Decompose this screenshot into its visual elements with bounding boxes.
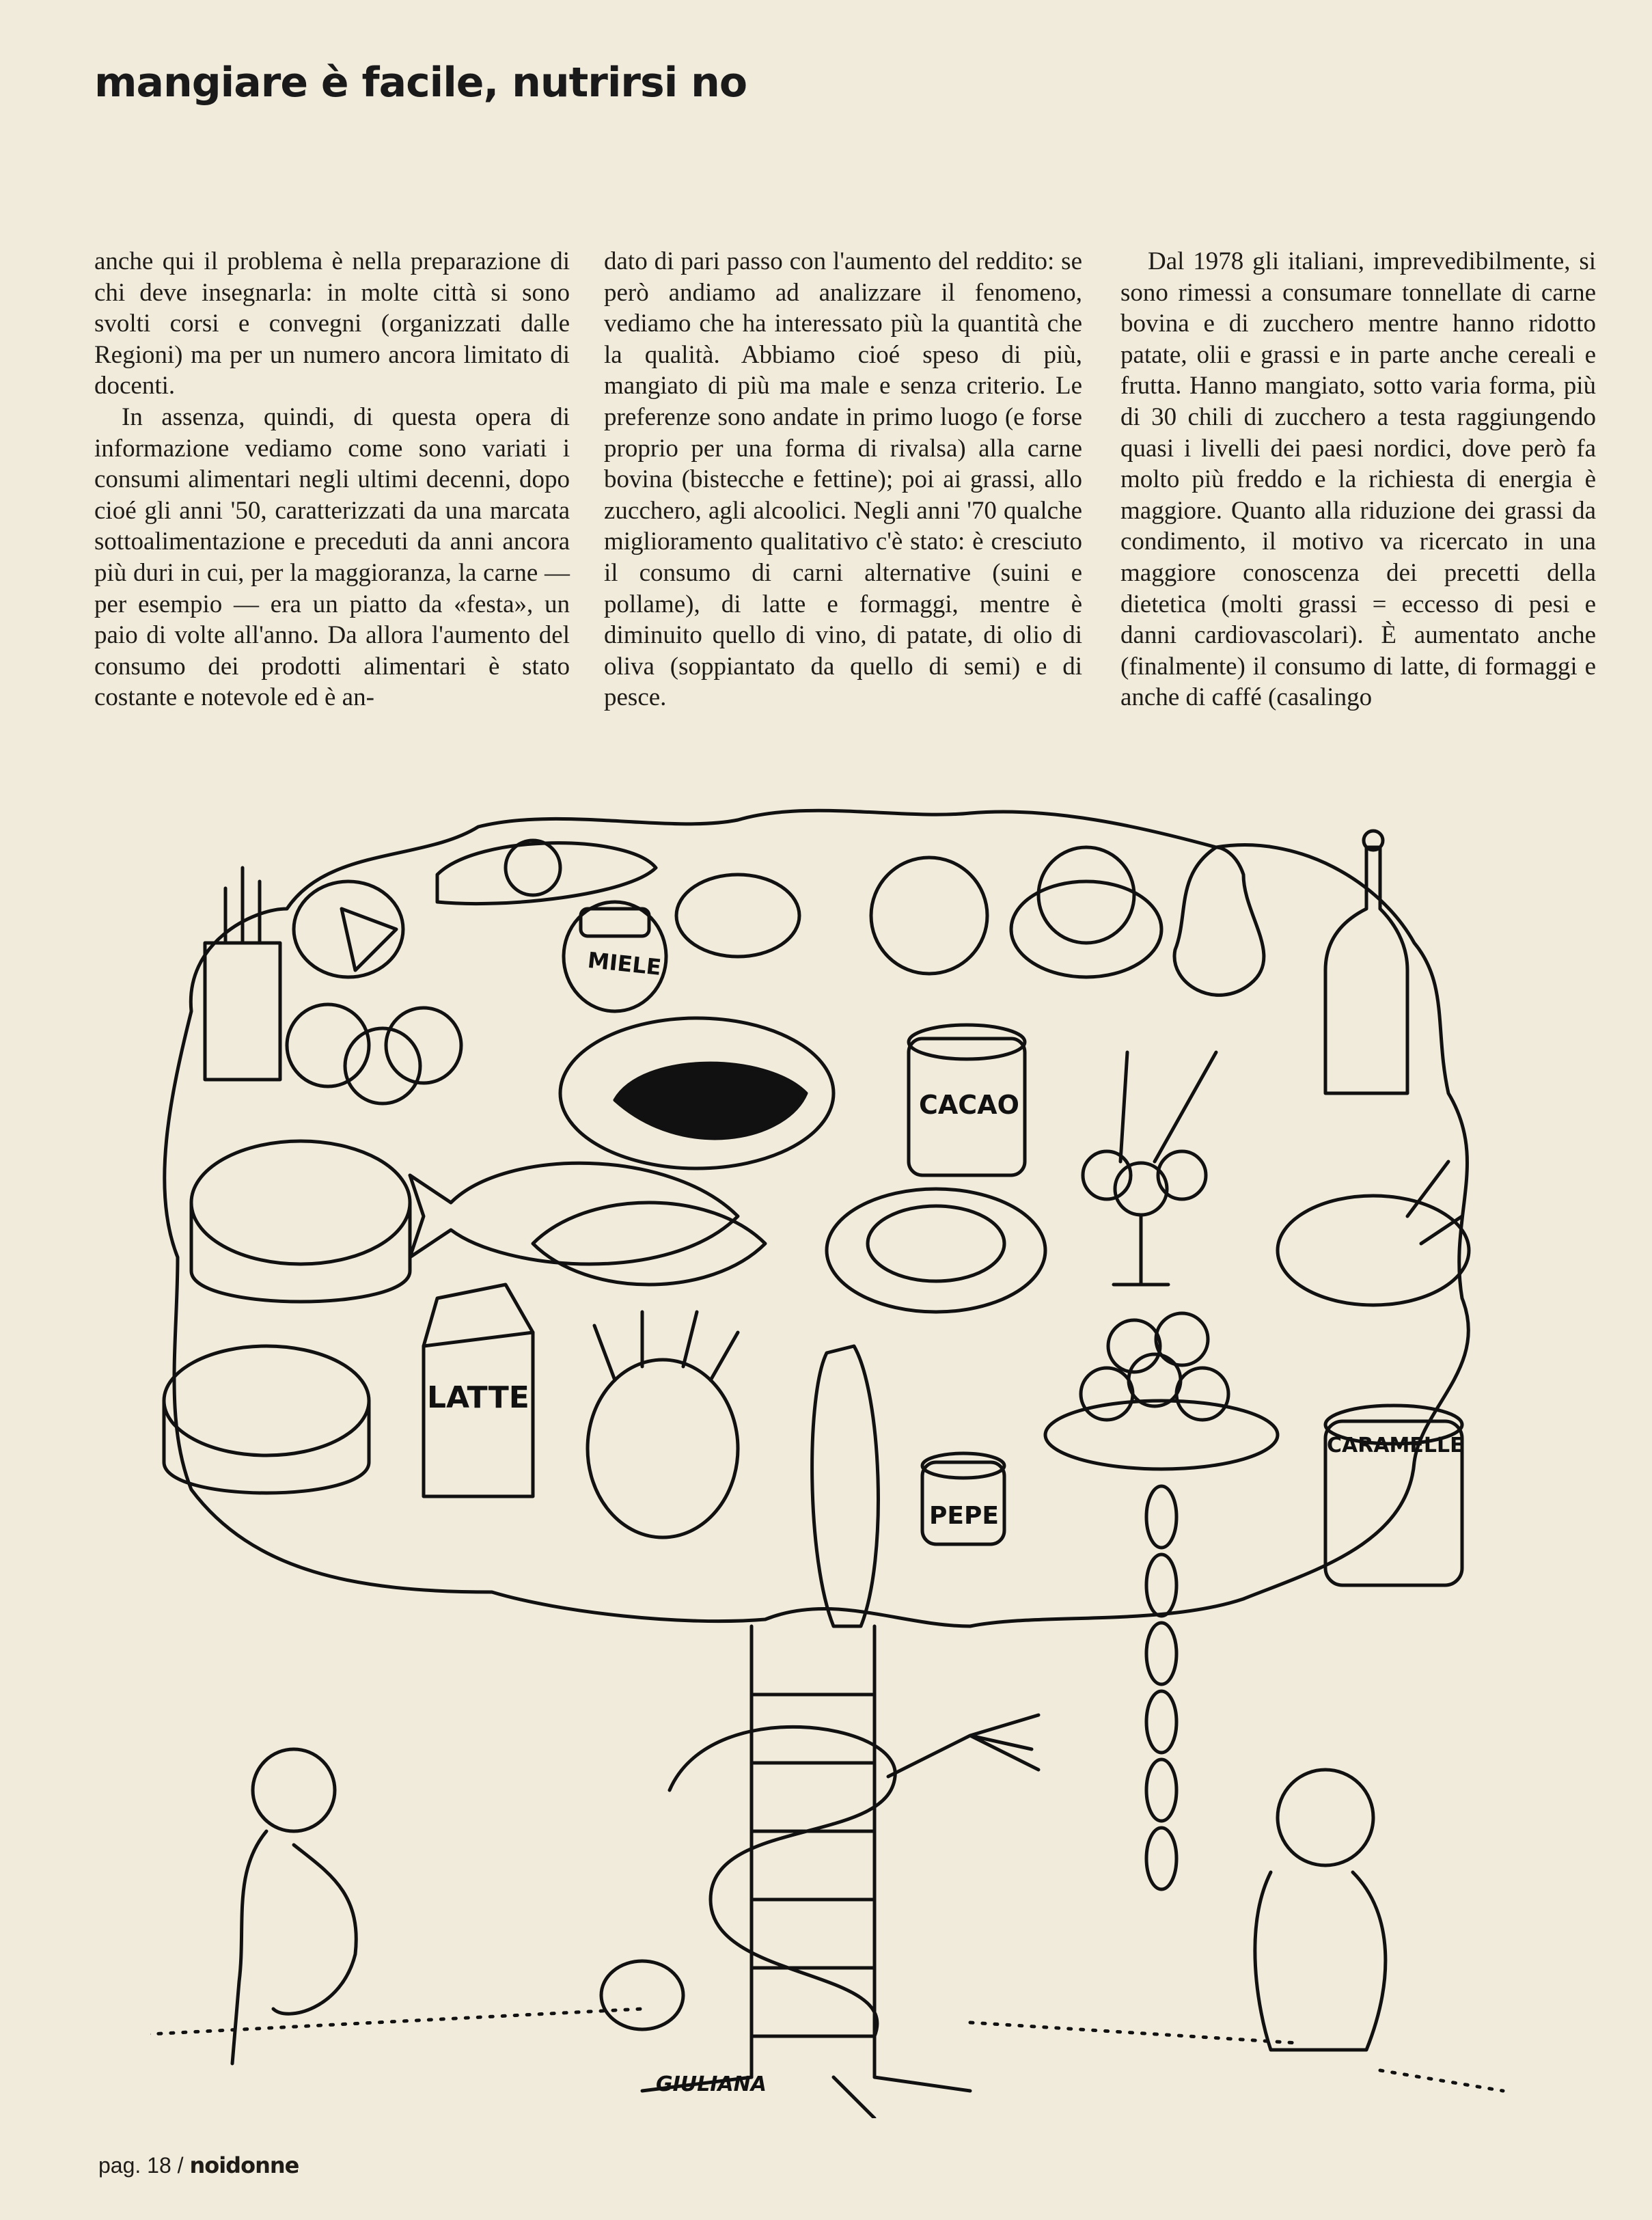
paragraph: In assenza, quindi, di questa opera di informazione vediamo come sono variati i consumi alimentari negli ultimi decenni, dopo cioé gli anni '50, caratterizzati da una marcata sottoalimentazione e preceduti da anni ancora più duri in cui, per la maggioranza, la carne — per esempio — era un piatto da «festa», un paio di volte all'anno. Da allora l'aumento del consumo dei prodotti alimentari è stato costante e notevole ed è an- [94,402,570,712]
sausage-chain-icon [1146,1486,1176,1889]
pineapple-icon [588,1312,738,1537]
fish-icon [410,1163,765,1285]
bread-icon [437,840,656,904]
page-number: pag. 18 / [98,2153,184,2178]
candy-label: CARAMELLE [1327,1434,1464,1457]
thin-figure-left [232,1749,356,2064]
food-tree-illustration [150,806,1517,2118]
fork-icon [888,1715,1038,1777]
pear-icon [1174,847,1264,995]
spoon-bowl-icon [601,1961,683,2029]
artist-signature: GIULIANA [656,2072,767,2096]
text-column-3 [1120,246,1596,713]
cheese-wheel-icon [164,1346,369,1493]
roast-chicken-icon [1278,1162,1469,1305]
paragraph: Dal 1978 gli italiani, imprevedibilmente, si sono rimessi a consumare tonnellate di carne bovina e di zucchero mentre hanno ridotto patate, olii e grassi e in parte anche cereali e frutta. Hanno mangiato, sotto varia forma, più di 30 chili di zucchero a testa raggiungendo quasi i livelli dei paesi nordici, dove però fa molto più freddo e la richiesta di energia è maggiore. Quanto alla riduzione dei grassi da condimento, il motivo va ricercato in una maggiore conoscenza dei precetti della dietetica (molti grassi = eccesso di pesi e danni cardiovascolari). È aumentato anche (finalmente) il consumo di latte, di formaggi e anche di caffé (casalingo [1120,247,1596,712]
orange-icon [871,858,987,974]
text-column-2 [604,246,1082,713]
fat-figure-right [1255,1770,1386,2050]
pudding-icon [1011,847,1161,977]
text-column-1 [94,246,570,713]
cake-icon [191,1141,410,1302]
pepper-jar-icon [922,1453,1004,1544]
salami-icon [812,1346,879,1626]
ice-cream-icon [1083,1052,1216,1285]
honey-label: MIELE [586,946,663,981]
pepper-label: PEPE [929,1502,999,1530]
page-title: mangiare è facile, nutrirsi no [94,59,747,107]
paragraph: anche qui il problema è nella preparazione di chi deve insegnarla: in molte città si sono svolti corsi e convegni (organizzati dalle Regioni) ma per un numero ancora limitato di docenti. [94,247,570,400]
fruit-bowl-icon [1045,1313,1278,1469]
steak-icon [560,1018,834,1168]
tree-trunk [642,1626,970,2118]
page-footer [98,2152,299,2178]
tree-canopy [165,810,1469,1626]
magazine-name: noidonne [189,2152,299,2178]
milk-label: LATTE [427,1380,529,1415]
bun-icon [676,875,799,957]
cacao-label: CACAO [919,1090,1019,1120]
paragraph: dato di pari passo con l'aumento del reddito: se però andiamo ad analizzare il fenomeno, vediamo che ha interessato più la quantità che la qualità. Abbiamo cioé speso di più, mangiato di più ma male e senza criterio. Le preferenze sono andate in primo luogo (e forse proprio per una forma di rivalsa) alla carne bovina (bistecche e fettine); poi ai grassi, allo zucchero, agli alcoolici. Negli anni '70 qualche miglioramento qualitativo c'è stato: è cresciuto il consumo di carni alternative (suini e pollame), di latte e formaggi, mentre è diminuito quello di vino, di patate, di olio di oliva (soppiantato da quello di semi) e di pesce. [604,247,1082,712]
serpent-spoon-icon [670,1727,895,2036]
asparagus-icon [205,868,280,1080]
tomatoes-icon [287,1004,461,1104]
spaghetti-icon [827,1189,1045,1312]
candy-tin-icon [1325,1406,1462,1585]
cheese-icon [294,881,403,977]
